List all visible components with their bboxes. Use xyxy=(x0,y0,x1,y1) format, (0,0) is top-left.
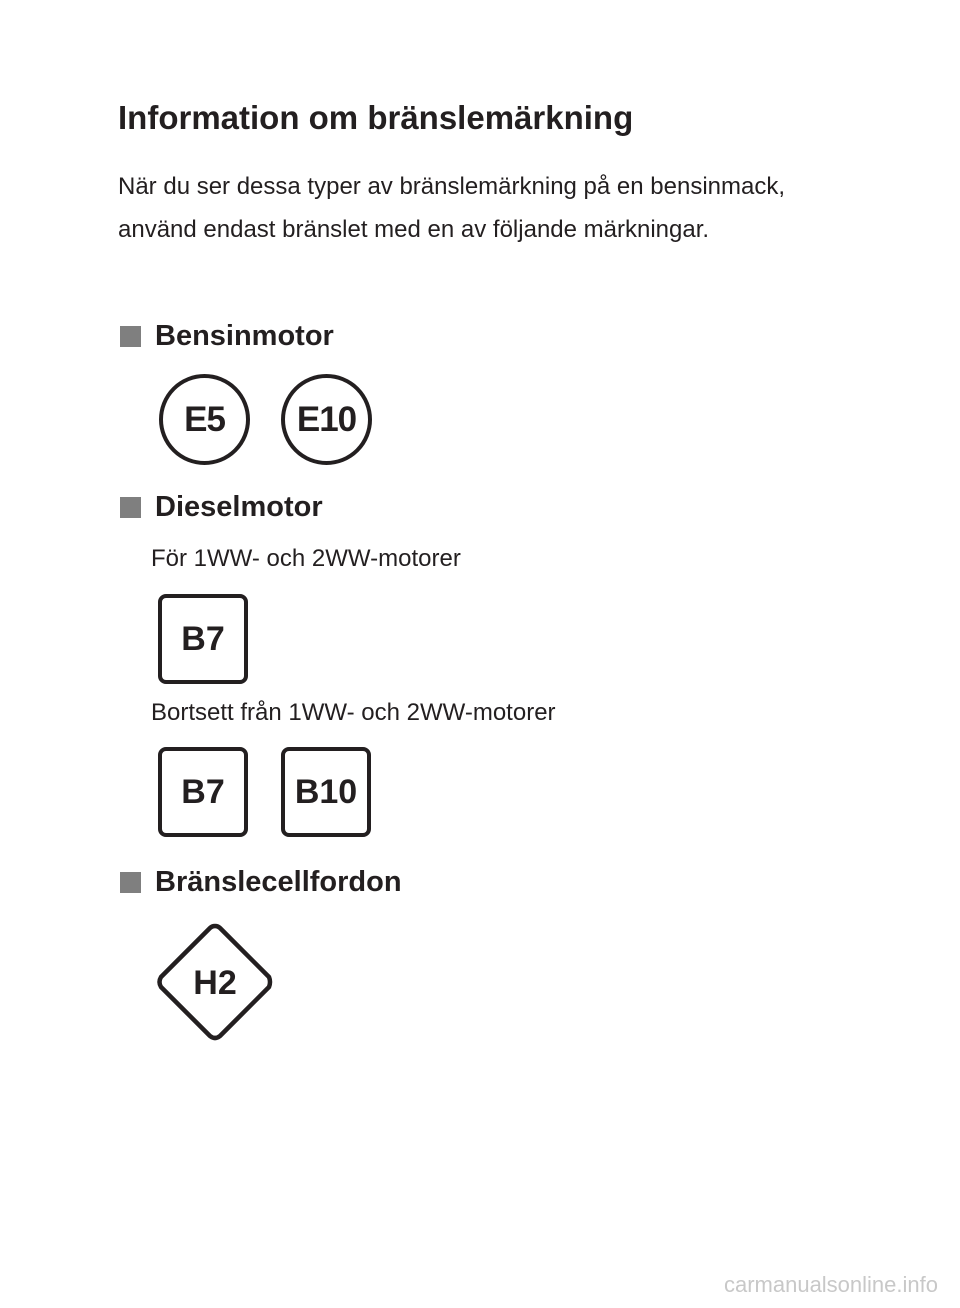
page-title: Information om bränslemärkning xyxy=(118,99,634,136)
section-heading-fuelcell xyxy=(120,864,402,900)
section-heading-petrol-label: Bensinmotor xyxy=(155,320,334,352)
fuel-label-b7-icon xyxy=(158,594,248,684)
intro-paragraph: När du ser dessa typer av bränslemärkning på en bensinmack, använd endast bränslet med en av följande märkningar. xyxy=(118,173,786,243)
fuel-label-b10-text: B10 xyxy=(294,772,358,811)
fuel-label-b7-text: B7 xyxy=(181,619,225,658)
fuel-label-h2-text: H2 xyxy=(193,964,237,1002)
fuel-label-b10-icon xyxy=(281,747,371,837)
square-bullet-icon xyxy=(120,872,141,893)
diesel-group1-text: För 1WW- och 2WW-motorer xyxy=(151,545,461,572)
fuel-label-e5-icon xyxy=(159,374,250,465)
fuel-label-b7-text: B7 xyxy=(181,772,225,811)
section-heading-diesel xyxy=(120,489,323,525)
section-heading-diesel-label: Dieselmotor xyxy=(155,491,323,523)
square-bullet-icon xyxy=(120,497,141,518)
fuel-label-b7-icon xyxy=(158,747,248,837)
section-heading-fuelcell-label: Bränslecellfordon xyxy=(155,866,402,898)
fuel-label-h2-icon xyxy=(154,921,276,1043)
watermark: carmanualsonline.info xyxy=(723,1272,938,1297)
square-bullet-icon xyxy=(120,326,141,347)
fuel-label-e10-icon xyxy=(281,374,372,465)
section-heading-petrol xyxy=(120,318,334,354)
diesel-group2-text: Bortsett från 1WW- och 2WW-motorer xyxy=(151,699,556,726)
fuel-label-e5-text: E5 xyxy=(184,399,225,439)
fuel-label-e10-text: E10 xyxy=(296,399,357,439)
